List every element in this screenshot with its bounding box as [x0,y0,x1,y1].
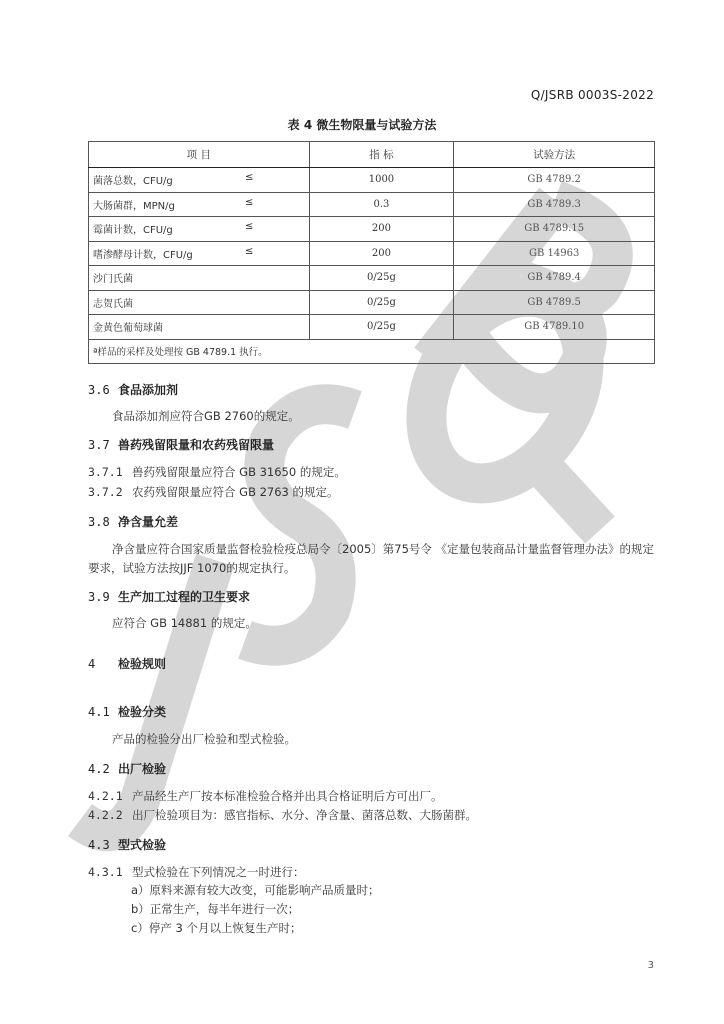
le-symbol: ≤ [245,221,254,233]
clause-text: 产品经生产厂按本标准检验合格并出具合格证明后方可出厂。 [132,789,443,803]
clause-text: 农药残留限量应符合 GB 2763 的规定。 [132,485,339,499]
clause-number: 4.2.1 [88,789,123,803]
section-title: 净含量允差 [118,515,179,529]
clause-text: 兽药残留限量应符合 GB 31650 的规定。 [132,465,346,479]
cell-method: GB 4789.3 [454,192,655,217]
table-header-row [89,142,655,168]
cell-limit: 200 [309,217,454,242]
clause-number: 4.3.1 [88,865,123,879]
section-heading [88,513,178,530]
cell-method: GB 4789.15 [454,217,655,242]
table-note-row [89,339,655,364]
cell-method: GB 4789.4 [454,266,655,291]
section-title: 出厂检验 [118,762,167,776]
list-item: c）停产 3 个月以上恢复生产时； [131,921,302,935]
section-heading [88,436,274,453]
item-name: 菌落总数，CFU/g [93,176,173,188]
le-symbol: ≤ [245,196,254,208]
cell-item [89,192,310,217]
table-row [89,290,655,315]
cell-item [89,168,310,193]
le-symbol: ≤ [245,245,254,257]
paragraph: 应符合 GB 14881 的规定。 [112,616,257,630]
table-row [89,266,655,291]
paragraph: 食品添加剂应符合GB 2760的规定。 [112,409,300,423]
section-number: 3.6 [88,383,110,397]
section-number: 3.9 [88,590,110,604]
section-title: 检验分类 [118,705,167,719]
section-title: 生产加工过程的卫生要求 [118,590,251,604]
section-number: 4.2 [88,762,110,776]
table-row [89,315,655,340]
le-symbol: ≤ [245,172,254,184]
list-item: b）正常生产，每半年进行一次； [131,902,300,916]
clause [88,787,663,806]
clause-number: 4.2.2 [88,808,123,822]
table-title: 表 4 微生物限量与试验方法 [287,118,437,132]
section-number: 3.7 [88,438,110,452]
cell-method: GB 4789.10 [454,315,655,340]
header-method: 试验方法 [454,142,655,168]
page-number: 3 [647,960,654,971]
item-name: 霉菌计数，CFU/g [93,225,173,237]
clause [88,483,663,502]
cell-limit: 0/25g [309,290,454,315]
section-heading [88,760,166,777]
section-title: 型式检验 [118,838,167,852]
section-heading [88,381,178,398]
list-item: a）原料来源有较大改变，可能影响产品质量时； [131,883,380,897]
table-row [89,168,655,193]
table-row [89,241,655,266]
section-heading [88,836,166,853]
cell-limit: 200 [309,241,454,266]
clause-text: 出厂检验项目为：感官指标、水分、净含量、菌落总数、大肠菌群。 [132,808,477,822]
clause [88,463,663,482]
cell-item: 金黄色葡萄球菌 [89,315,310,340]
cell-limit: 0/25g [309,266,454,291]
chapter-heading [88,655,166,672]
item-name: 嗜渗酵母计数，CFU/g [93,249,193,261]
paragraph: 净含量应符合国家质量监督检验检疫总局令〔2005〕第75号令 《定量包装商品计量监督管理办法》的规定要求，试验方法按JJF 1070的规定执行。 [88,542,655,575]
table-row [89,217,655,242]
clause [88,806,663,825]
cell-method: GB 4789.2 [454,168,655,193]
header-item: 项 目 [89,142,310,168]
clause [88,863,663,882]
chapter-title: 检验规则 [118,657,167,671]
chapter-number: 4 [88,657,96,671]
header-limit: 指 标 [309,142,454,168]
cell-item [89,217,310,242]
item-name: 大肠菌群，MPN/g [93,200,175,212]
table-footnote: ª样品的采样及处理按 GB 4789.1 执行。 [89,339,655,364]
cell-limit: 1000 [309,168,454,193]
microbial-limits-table [88,141,655,364]
paragraph: 产品的检验分出厂检验和型式检验。 [112,732,296,746]
section-number: 4.1 [88,705,110,719]
cell-method: GB 14963 [454,241,655,266]
cell-item: 沙门氏菌 [89,266,310,291]
section-heading [88,703,166,720]
cell-item: 志贺氏菌 [89,290,310,315]
clause-number: 3.7.1 [88,465,123,479]
section-heading [88,588,250,605]
clause-text: 型式检验在下列情况之一时进行： [132,865,305,879]
cell-limit: 0/25g [309,315,454,340]
cell-method: GB 4789.5 [454,290,655,315]
cell-item [89,241,310,266]
section-title: 兽药残留限量和农药残留限量 [118,438,275,452]
section-title: 食品添加剂 [118,383,179,397]
document-code: Q/JSRB 0003S-2022 [530,88,654,102]
section-number: 4.3 [88,838,110,852]
table-row [89,192,655,217]
clause-number: 3.7.2 [88,485,123,499]
section-number: 3.8 [88,515,110,529]
cell-limit: 0.3 [309,192,454,217]
